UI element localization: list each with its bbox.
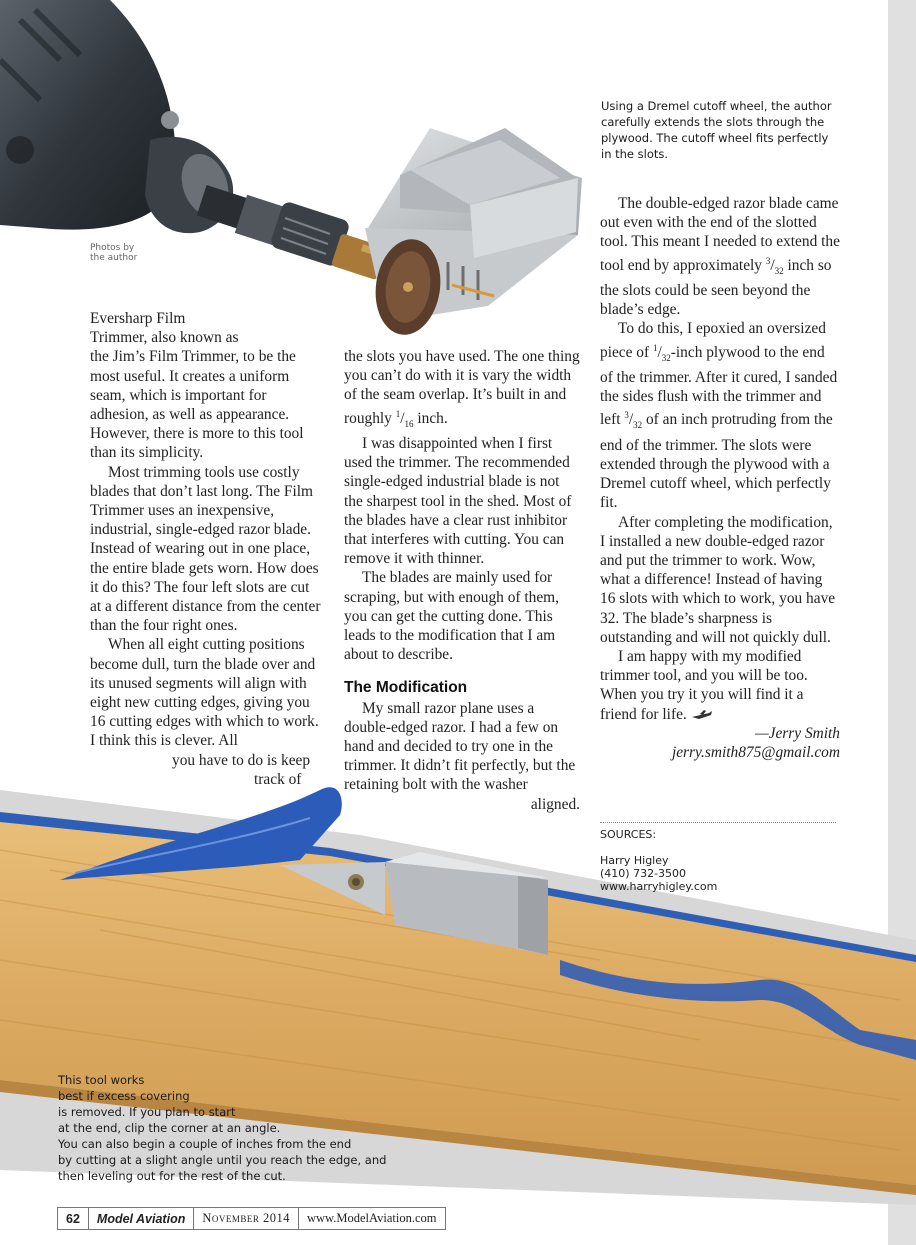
col1-paragraph-1: the Jim’s Film Trimmer, to be the most useful. It creates a uniform seam, which is important for adhesion, as well as appearance. However, there is more to this tool than its simplicity. <box>90 348 304 462</box>
col1-line-end-2: track of <box>254 770 302 788</box>
col2-paragraph-3: The blades are mainly used for scraping, but with enough of them, you can get the cutting done. This leads to the modification that I am about to describe. <box>344 569 560 664</box>
col1-paragraph-2: Most trimming tools use costly blades that don’t last long. The Film Trimmer uses an inexpensive, industrial, single-edged razor blade. Instead of wearing out in one place, the entire blade gets worn. How does it do this? The four left slots are cut at a different distance from the center than the four right ones. <box>90 463 321 635</box>
article-column-3 <box>600 194 840 762</box>
col2-paragraph-4-end: aligned. <box>530 795 580 813</box>
page-footer <box>57 1207 446 1230</box>
author-name: —Jerry Smith <box>754 724 840 742</box>
article-column-2 <box>344 347 580 814</box>
dremel-photo-caption: Using a Dremel cutoff wheel, the author carefully extends the slots through the plywood. The cutoff wheel fits perfectly in the slots. <box>601 99 832 161</box>
page-number: 62 <box>58 1208 89 1229</box>
photo-credit: Photos by the author <box>90 243 138 263</box>
tool-photo-caption: This tool works best if excess covering is removed. If you plan to start at the end, clip the corner at an angle. You can also begin a couple of inches from the end by cutting at a slight angle until you reach the edge, and then leveling out for the rest of the cut. <box>58 1073 387 1183</box>
col1-line-end-1: you have to do is keep <box>172 751 311 769</box>
sources-divider <box>600 822 836 823</box>
col2-paragraph-1: the slots you have used. The one thing you can’t do with it is vary the width of the seam overlap. It’s built in and roughly $^1/_{16}$ inch. <box>344 348 580 429</box>
section-heading-modification: The Modification <box>344 679 468 697</box>
sources-heading: SOURCES: <box>600 828 657 841</box>
airplane-end-icon <box>691 710 713 721</box>
col3-paragraph-1: The double-edged razor blade came out even with the end of the slotted tool. This meant I needed to extend the tool end by approximately $^3/_{32}$ inch so the slots could be seen beyond the blade’s edge. <box>600 195 840 319</box>
col3-paragraph-3: After completing the modification, I installed a new double-edged razor and put the trimmer to work. Wow, what a difference! Instead of having 16 slots with which to work, you have 32. The blade’s sharpness is outstanding and will not quickly dull. <box>600 513 836 646</box>
col1-paragraph-3: When all eight cutting positions become dull, turn the blade over and its unused segments will align with eight new cutting edges, giving you 16 cutting edges with which to work. I think this is clever. All <box>90 636 319 750</box>
col3-paragraph-4: I am happy with my modified trimmer tool, and you will be too. When you try it you will find it a friend for life. <box>600 648 808 723</box>
author-email[interactable]: jerry.smith875@gmail.com <box>671 744 840 762</box>
sources-body: Harry Higley (410) 732-3500 www.harryhigley.com <box>600 854 718 893</box>
col2-paragraph-2: I was disappointed when I first used the trimmer. The recommended single-edged industrial blade is not the sharpest tool in the shed. Most of the blades have a clear rust inhibitor that interferes with cutting. You can remove it with thinner. <box>344 435 572 568</box>
magazine-name: Model Aviation <box>89 1208 194 1229</box>
col3-paragraph-2: To do this, I epoxied an oversized piece of $^1/_{32}$-inch plywood to the end of the trimmer. After it cured, I sanded the sides flush with the trimmer and left $^3/_{32}$ of an inch protruding from the end of the trimmer. The slots were extended through the plywood with a Dremel cutoff wheel, which perfectly fit. <box>600 320 838 512</box>
issue-date: November 2014 <box>194 1208 299 1229</box>
website-link[interactable]: www.ModelAviation.com <box>307 1211 437 1225</box>
col1-line2: Trimmer, also known as <box>90 329 239 347</box>
article-column-1 <box>90 309 322 789</box>
col1-line1: Eversharp Film <box>90 310 186 327</box>
col2-paragraph-4: My small razor plane uses a double-edged razor. I had a few on hand and decided to try one in the trimmer. It didn’t fit perfectly, but the retaining bolt with the washer <box>344 699 576 794</box>
